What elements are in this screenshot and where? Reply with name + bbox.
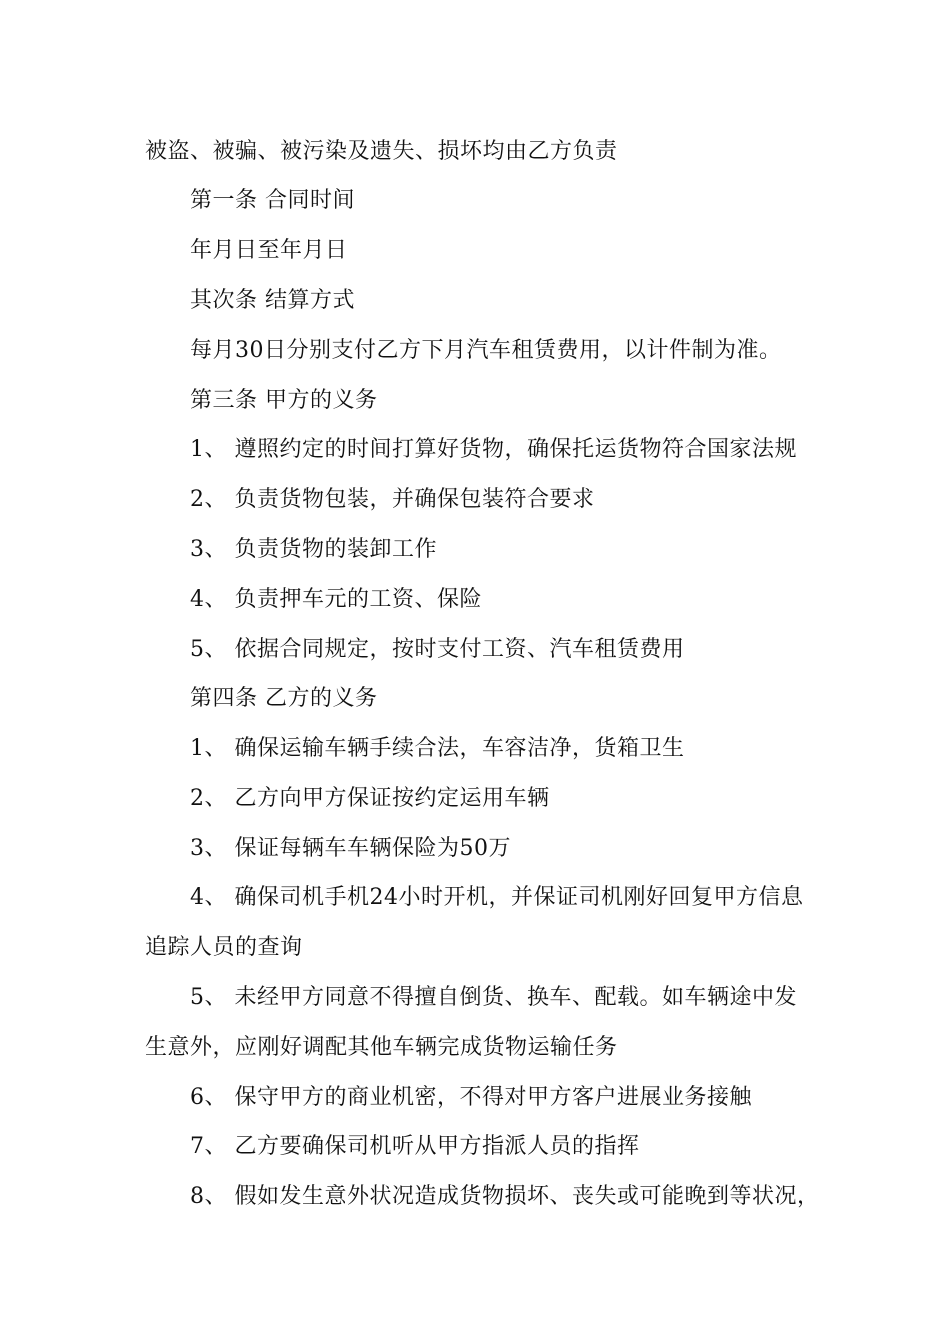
- list-item: 1、 遵照约定的时间打算好货物，确保托运货物符合国家法规: [190, 437, 797, 462]
- list-item: 5、 依据合同规定，按时支付工资、汽车租赁费用: [190, 637, 685, 662]
- list-item: 4、 确保司机手机24小时开机，并保证司机刚好回复甲方信息: [190, 885, 804, 910]
- list-item: 3、 保证每辆车车辆保险为50万: [190, 836, 511, 861]
- section-heading-4: 第四条 乙方的义务: [190, 686, 378, 711]
- list-item: 8、 假如发生意外状况造成货物损坏、丧失或可能晚到等状况，: [190, 1184, 820, 1209]
- list-item: 6、 保守甲方的商业机密，不得对甲方客户进展业务接触: [190, 1085, 752, 1110]
- section-heading-2: 其次条 结算方式: [190, 288, 355, 313]
- text-line: 被盗、被骗、被污染及遗失、损坏均由乙方负责: [145, 139, 618, 164]
- section-heading-1: 第一条 合同时间: [190, 188, 355, 213]
- text-line: 生意外，应刚好调配其他车辆完成货物运输任务: [145, 1035, 618, 1060]
- list-item: 1、 确保运输车辆手续合法，车容洁净，货箱卫生: [190, 736, 685, 761]
- list-item: 5、 未经甲方同意不得擅自倒货、换车、配载。如车辆途中发: [190, 985, 797, 1010]
- list-item: 4、 负责押车元的工资、保险: [190, 587, 482, 612]
- text-line: 每月30日分别支付乙方下月汽车租赁费用，以计件制为准。: [190, 338, 782, 363]
- section-heading-3: 第三条 甲方的义务: [190, 388, 378, 413]
- list-item: 2、 负责货物包装，并确保包装符合要求: [190, 487, 595, 512]
- text-line: 追踪人员的查询: [145, 935, 303, 960]
- list-item: 7、 乙方要确保司机听从甲方指派人员的指挥: [190, 1134, 640, 1159]
- list-item: 2、 乙方向甲方保证按约定运用车辆: [190, 786, 550, 811]
- text-line: 年月日至年月日: [190, 238, 348, 263]
- list-item: 3、 负责货物的装卸工作: [190, 537, 437, 562]
